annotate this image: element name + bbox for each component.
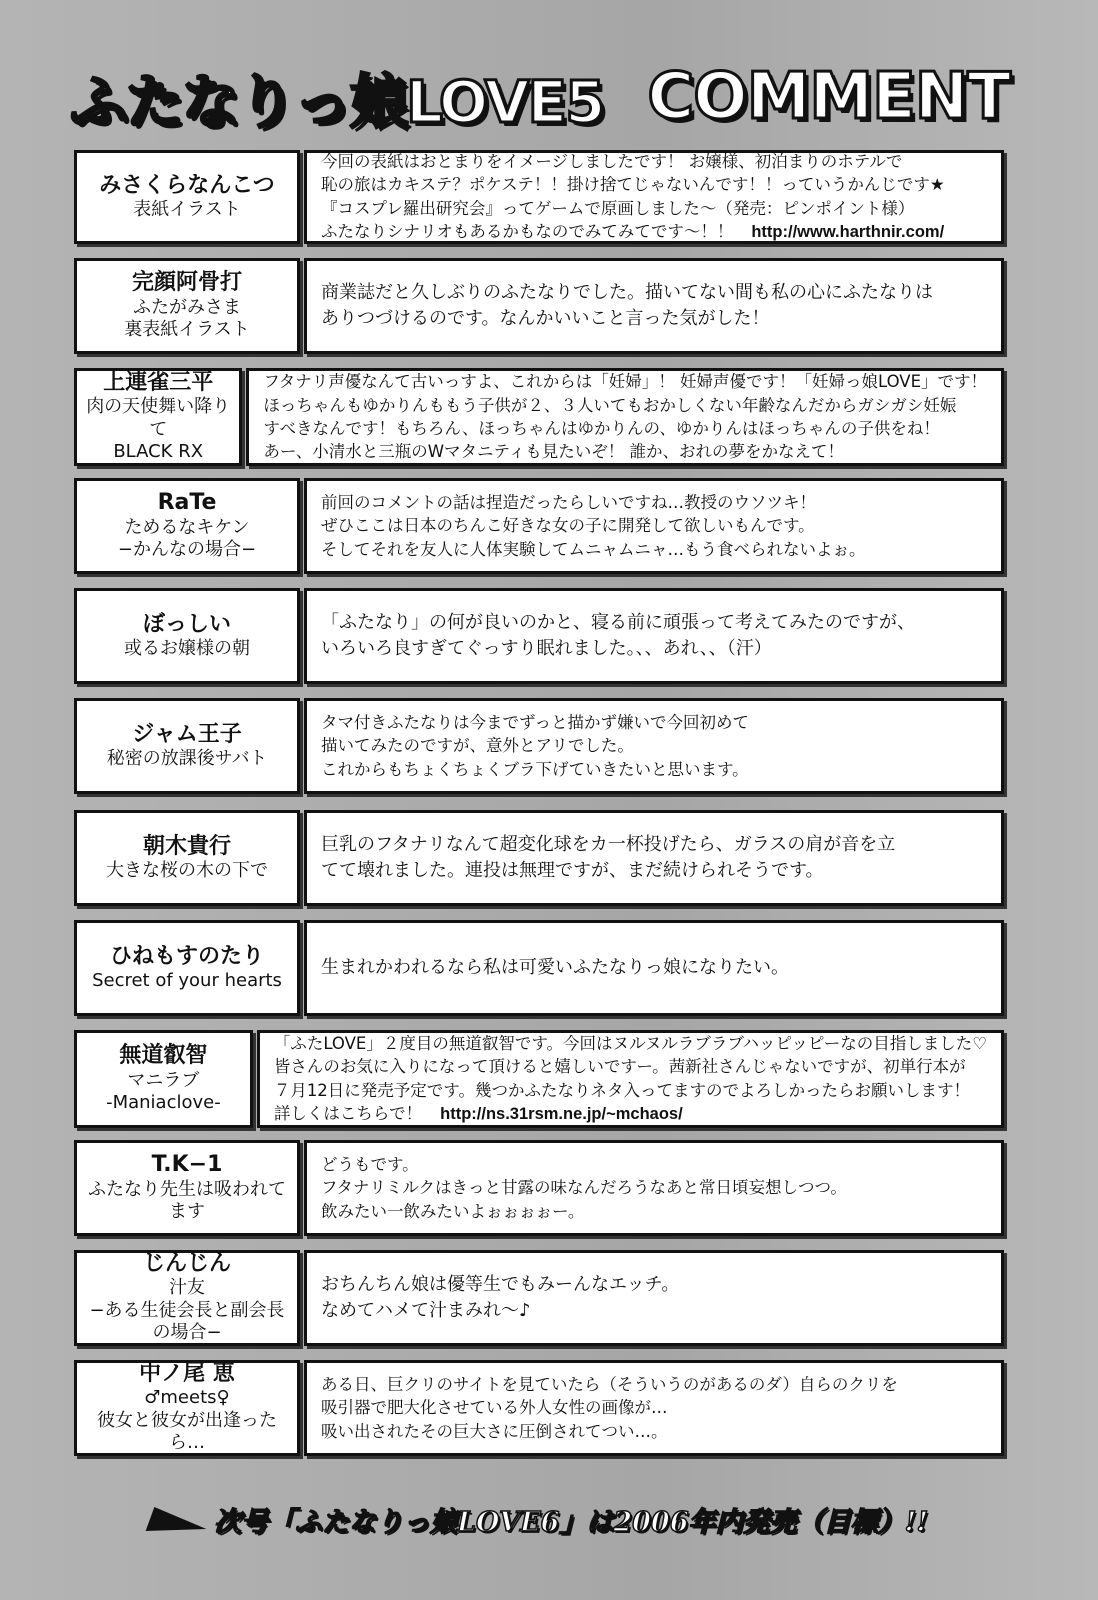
- work-title: −かんなの場合−: [117, 539, 257, 561]
- comment-line: [321, 220, 987, 244]
- comment-text: 恥の旅はカキステ？ポケステ！！掛け捨てじゃないんです！！っていうかんじです★: [321, 175, 945, 195]
- comment-text: どうもです。: [321, 1154, 419, 1174]
- comment-box: [304, 1140, 1004, 1236]
- comment-line: [321, 1396, 987, 1419]
- author-box: [74, 698, 300, 794]
- comment-text: てて壊れました。連投は無理ですが、まだ続けられそうです。: [321, 860, 824, 881]
- comment-text: 今回の表紙はおとまりをイメージしましたです！ お嬢様、初泊まりのホテルで: [321, 151, 903, 171]
- comment-text: 『コスプレ羅出研究会』ってゲームで原画しました〜（発売：ピンポイント様）: [321, 198, 915, 218]
- comment-line: [263, 370, 987, 393]
- comment-line: [263, 394, 987, 417]
- work-title: マニラブ: [127, 1069, 200, 1091]
- author-name: ジャム王子: [132, 721, 242, 747]
- comment-line: [321, 1298, 987, 1324]
- work-title: 表紙イラスト: [133, 198, 241, 220]
- comment-line: [321, 955, 987, 981]
- comment-text: タマ付きふたなりは今までずっと描かず嫌いで今回初めて: [321, 712, 750, 732]
- comment-text: ほっちゃんもゆかりんももう子供が２、３人いてもおかしくない年齢なんだからガシガシ妊娠: [263, 395, 957, 415]
- work-title: Secret of your hearts: [92, 969, 282, 991]
- author-box: [74, 810, 300, 906]
- work-title: ふたがみさま: [133, 296, 241, 318]
- comment-text: なめてハメて汁まみれ〜♪: [321, 1300, 531, 1321]
- comment-line: [321, 491, 987, 514]
- author-box: [74, 588, 300, 684]
- comment-line: [263, 440, 987, 463]
- comment-row: [74, 1250, 1004, 1346]
- work-title: 裏表紙イラスト: [124, 319, 250, 341]
- comment-text: これからもちょくちょくブラ下げていきたいと思います。: [321, 759, 749, 779]
- author-name: ぼっしい: [142, 611, 231, 637]
- comment-box: [304, 478, 1004, 574]
- comment-text: ７月12日に発売予定です。幾つかふたなりネタ入ってますのでよろしかったらお願いします！: [273, 1080, 970, 1100]
- comment-text: 生まれかわれるなら私は可愛いふたなりっ娘になりたい。: [321, 956, 789, 978]
- website-link[interactable]: http://ns.31rsm.ne.jp/~mchaos/: [440, 1104, 683, 1123]
- comment-line: [321, 858, 987, 884]
- comment-text: 描いてみたのですが、意外とアリでした。: [321, 736, 634, 756]
- comment-heading: COMMENT: [647, 60, 1010, 134]
- comment-row: [74, 1360, 1004, 1456]
- comment-line: [321, 514, 987, 537]
- comment-line: [263, 417, 987, 440]
- comment-row: [74, 1030, 1004, 1128]
- author-box: [74, 368, 242, 466]
- comment-box: [304, 698, 1004, 794]
- comment-line: [321, 1153, 987, 1176]
- comment-row: [74, 810, 1004, 906]
- comment-box: [246, 368, 1004, 466]
- work-title: ふたなり先生は吸われてます: [88, 1178, 286, 1223]
- arrow-icon: [146, 1507, 215, 1531]
- comment-row: [74, 150, 1004, 244]
- comment-text: 「ふたなり」の何が良いのかと、寝る前に頑張って考えてみたのですが、: [321, 611, 915, 633]
- comment-line: [321, 1373, 987, 1396]
- comment-text: ありつづけるのです。なんかいいこと言った気がした！: [321, 308, 770, 329]
- comment-text: 巨乳のフタナリなんて超変化球をカ一杯投げたら、ガラスの肩が音を立: [321, 833, 896, 855]
- comment-text: そしてそれを友人に人体実験してムニャムニャ…もう食べられないよぉ。: [321, 539, 866, 559]
- author-box: [74, 478, 300, 574]
- magazine-title: ふたなりっ娘LOVE5: [70, 68, 604, 136]
- author-box: [74, 1360, 300, 1456]
- author-name: RaTe: [157, 490, 217, 516]
- comment-text: おちんちん娘は優等生でもみーんなエッチ。: [321, 1273, 680, 1295]
- work-title: -Maniaclove-: [106, 1092, 221, 1114]
- author-name: 上連雀三平: [103, 370, 214, 396]
- comment-row: [74, 698, 1004, 794]
- work-title: 大きな桜の木の下で: [106, 859, 268, 881]
- comment-row: [74, 478, 1004, 574]
- work-title: 或るお嬢様の朝: [124, 637, 250, 659]
- next-issue-banner: [150, 1495, 929, 1543]
- comment-row: [74, 920, 1004, 1016]
- comment-line: [321, 758, 987, 781]
- author-box: [74, 920, 300, 1016]
- comment-box: [304, 810, 1004, 906]
- author-name: みさくらなんこつ: [99, 172, 275, 198]
- work-title: 汁友: [169, 1277, 205, 1299]
- comment-row: [74, 1140, 1004, 1236]
- comment-line: [321, 1420, 987, 1443]
- comment-line: [321, 150, 987, 173]
- comment-text: 飲みたい一飲みたいよぉぉぉぉー。: [321, 1201, 585, 1221]
- work-title: 秘密の放課後サバト: [106, 747, 268, 769]
- comment-text: 商業誌だと久しぶりのふたなりでした。描いてない間も私の心にふたなりは: [321, 281, 933, 303]
- comment-box: [257, 1030, 1004, 1128]
- comment-line: [321, 734, 987, 757]
- comment-line: [321, 1200, 987, 1223]
- header: [70, 52, 1010, 142]
- work-title: 彼女と彼女が出逢ったら…: [97, 1409, 277, 1454]
- author-box: [74, 1250, 300, 1346]
- work-title: BLACK RX: [113, 441, 204, 463]
- comment-text: フタナリ声優なんて古いっすよ、これからは「妊婦」！ 妊婦声優です！「妊婦っ娘LOVE」です！: [263, 372, 987, 392]
- comment-line: [321, 173, 987, 196]
- comment-line: [321, 636, 987, 662]
- author-box: [74, 258, 300, 354]
- author-box: [74, 150, 300, 244]
- work-title: −ある生徒会長と副会長の場合−: [89, 1299, 285, 1344]
- comment-box: [304, 258, 1004, 354]
- comment-line: [321, 1272, 987, 1298]
- comment-row: [74, 588, 1004, 684]
- comment-text: ある日、巨クリのサイトを見ていたら（そういうのがあるのダ）自らのクリを: [321, 1374, 898, 1394]
- comment-text: ぜひここは日本のちんこ好きな女の子に開発して欲しいもんです。: [321, 516, 815, 536]
- author-box: [74, 1030, 253, 1128]
- author-box: [74, 1140, 300, 1236]
- comment-line: [321, 538, 987, 561]
- comment-box: [304, 1250, 1004, 1346]
- comment-line: [274, 1079, 987, 1102]
- author-name: じんじん: [142, 1251, 231, 1277]
- author-name: 朝木貴行: [142, 833, 231, 859]
- comment-line: [274, 1032, 987, 1055]
- comment-text: 皆さんのお気に入りになって頂けると嬉しいですー。茜新社さんじゃないですが、初単行本が: [273, 1057, 966, 1077]
- comment-box: [304, 920, 1004, 1016]
- comment-line: [274, 1055, 987, 1078]
- comment-box: [304, 588, 1004, 684]
- comment-text: 吸い出されたその巨大さに圧倒されてつい…。: [321, 1421, 668, 1441]
- comment-line: [321, 711, 987, 734]
- comment-text: 詳しくはこちらで！: [273, 1103, 423, 1123]
- author-name: T.K−1: [151, 1152, 223, 1178]
- comment-line: [321, 610, 987, 636]
- author-name: 無道叡智: [119, 1043, 208, 1069]
- author-name: 中ノ尾 恵: [139, 1361, 235, 1387]
- comment-line: [321, 1176, 987, 1199]
- comment-text: いろいろ良すぎてぐっすり眠れました。、、あれ、、（汗）: [321, 638, 772, 659]
- comment-text: あー、小清水と三瓶のWマタニティも見たいぞ！ 誰か、おれの夢をかなえて！: [263, 442, 844, 462]
- work-title: ♂meets♀: [144, 1387, 230, 1409]
- comment-box: [304, 1360, 1004, 1456]
- work-title: 肉の天使舞い降りて: [86, 396, 231, 440]
- comment-line: [274, 1102, 987, 1126]
- author-name: ひねもすのたり: [109, 943, 264, 969]
- author-name: 完顔阿骨打: [131, 270, 242, 296]
- next-issue-text: 次号「ふたなりっ娘LOVE6」は2006年内発売（目標）!!: [214, 1506, 929, 1538]
- comment-box: [304, 150, 1004, 244]
- work-title: ためるなキケン: [124, 516, 250, 538]
- comment-row: [74, 368, 1004, 466]
- comment-line: [321, 197, 987, 220]
- comment-line: [321, 280, 987, 306]
- comment-text: すべきなんです！もちろん、ほっちゃんはゆかりんの、ゆかりんはほっちゃんの子供をね！: [263, 419, 940, 438]
- comment-text: 前回のコメントの話は捏造だったらしいですね…教授のウソツキ！: [321, 492, 816, 512]
- comment-line: [321, 832, 987, 858]
- comment-text: 吸引器で肥大化させている外人女性の画像が…: [321, 1398, 668, 1418]
- comment-row: [74, 258, 1004, 354]
- website-link[interactable]: http://www.harthnir.com/: [751, 222, 945, 241]
- comment-text: 「ふたLOVE」２度目の無道叡智です。今回はヌルヌルラブラブハッピッピーなの目指しました♡: [273, 1033, 987, 1053]
- comment-line: [321, 306, 987, 332]
- comment-text: フタナリミルクはきっと甘露の味なんだろうなあと常日頃妄想しつつ。: [321, 1178, 847, 1198]
- comment-text: ふたなりシナリオもあるかもなのでみてみてです〜！！: [321, 221, 734, 241]
